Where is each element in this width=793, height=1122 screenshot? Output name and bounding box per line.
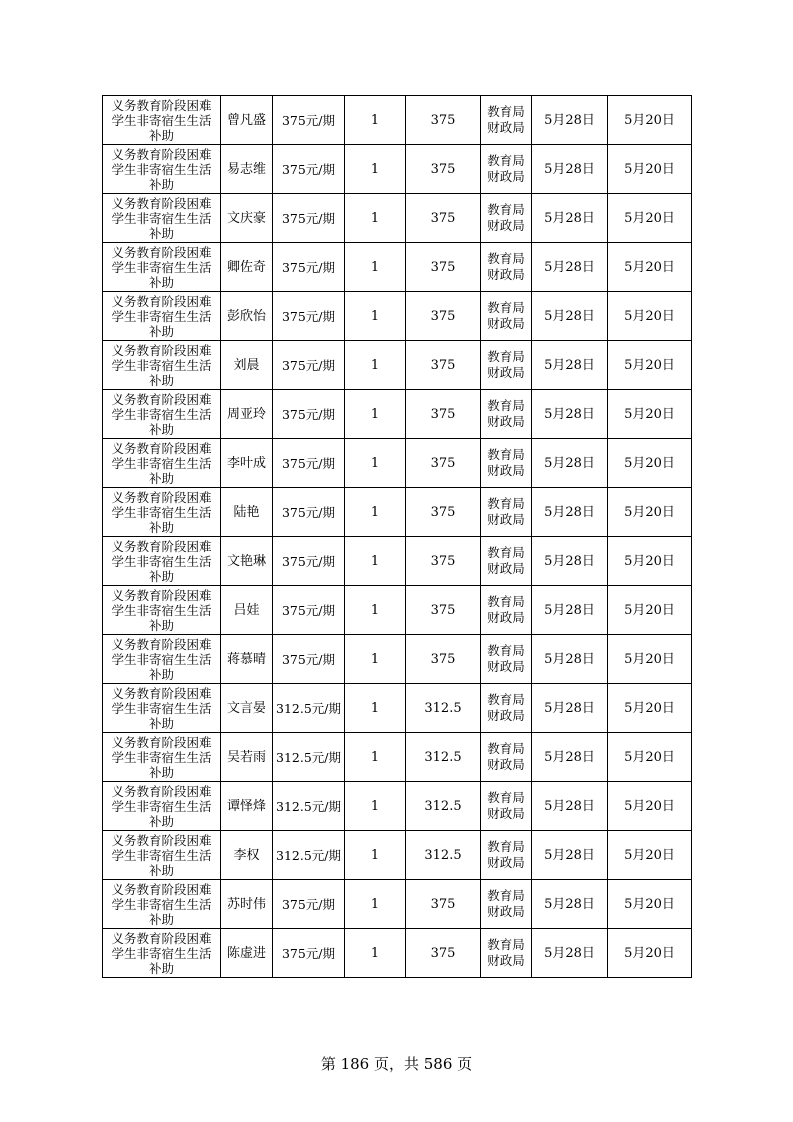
department-line-2: 财政局 bbox=[487, 512, 525, 527]
project-line-2: 学生非寄宿生生活 bbox=[111, 700, 212, 716]
table-row bbox=[103, 586, 692, 635]
project-line-2: 学生非寄宿生生活 bbox=[111, 357, 212, 373]
date-cell-1: 5月28日 bbox=[532, 145, 608, 194]
count-cell: 1 bbox=[345, 635, 406, 684]
project-cell bbox=[103, 194, 221, 243]
department-cell bbox=[481, 96, 532, 145]
date-cell-2: 5月20日 bbox=[608, 880, 692, 929]
department-cell bbox=[481, 880, 532, 929]
project-line-1: 义务教育阶段困难 bbox=[111, 685, 212, 701]
department-cell bbox=[481, 537, 532, 586]
recipient-name-cell: 彭欣怡 bbox=[221, 292, 273, 341]
table-row bbox=[103, 96, 692, 145]
department-line-1: 教育局 bbox=[487, 251, 525, 266]
recipient-name-cell: 谭怿烽 bbox=[221, 782, 273, 831]
department-cell bbox=[481, 341, 532, 390]
project-cell bbox=[103, 782, 221, 831]
standard-rate-cell: 375元/期 bbox=[273, 635, 345, 684]
project-line-3: 补助 bbox=[148, 764, 174, 780]
standard-rate-cell: 375元/期 bbox=[273, 439, 345, 488]
standard-rate-cell: 375元/期 bbox=[273, 488, 345, 537]
page-footer: 第 186 页，共 586 页 bbox=[320, 1055, 473, 1073]
count-cell: 1 bbox=[345, 194, 406, 243]
amount-cell: 375 bbox=[406, 586, 481, 635]
project-line-2: 学生非寄宿生生活 bbox=[111, 406, 212, 422]
amount-cell: 375 bbox=[406, 96, 481, 145]
department-line-1: 教育局 bbox=[487, 594, 525, 609]
project-line-3: 补助 bbox=[148, 323, 174, 339]
project-line-1: 义务教育阶段困难 bbox=[111, 244, 212, 260]
table-row bbox=[103, 292, 692, 341]
project-line-3: 补助 bbox=[148, 176, 174, 192]
table-row bbox=[103, 733, 692, 782]
count-cell: 1 bbox=[345, 537, 406, 586]
recipient-name-cell: 周亚玲 bbox=[221, 390, 273, 439]
department-cell bbox=[481, 145, 532, 194]
date-cell-2: 5月20日 bbox=[608, 145, 692, 194]
table-row bbox=[103, 831, 692, 880]
amount-cell: 312.5 bbox=[406, 684, 481, 733]
date-cell-1: 5月28日 bbox=[532, 96, 608, 145]
project-cell bbox=[103, 145, 221, 194]
standard-rate-cell: 375元/期 bbox=[273, 586, 345, 635]
recipient-name-cell: 吕娃 bbox=[221, 586, 273, 635]
department-line-2: 财政局 bbox=[487, 708, 525, 723]
project-line-1: 义务教育阶段困难 bbox=[111, 440, 212, 456]
department-line-2: 财政局 bbox=[487, 659, 525, 674]
date-cell-1: 5月28日 bbox=[532, 880, 608, 929]
recipient-name-cell: 卿佐奇 bbox=[221, 243, 273, 292]
standard-rate-cell: 375元/期 bbox=[273, 145, 345, 194]
date-cell-1: 5月28日 bbox=[532, 537, 608, 586]
project-cell bbox=[103, 929, 221, 978]
date-cell-2: 5月20日 bbox=[608, 243, 692, 292]
date-cell-2: 5月20日 bbox=[608, 341, 692, 390]
project-line-3: 补助 bbox=[148, 127, 174, 143]
date-cell-2: 5月20日 bbox=[608, 733, 692, 782]
amount-cell: 375 bbox=[406, 537, 481, 586]
table-row bbox=[103, 145, 692, 194]
date-cell-1: 5月28日 bbox=[532, 635, 608, 684]
project-cell bbox=[103, 243, 221, 292]
table-row bbox=[103, 782, 692, 831]
project-line-1: 义务教育阶段困难 bbox=[111, 97, 212, 113]
department-line-2: 财政局 bbox=[487, 218, 525, 233]
department-line-2: 财政局 bbox=[487, 757, 525, 772]
date-cell-2: 5月20日 bbox=[608, 635, 692, 684]
count-cell: 1 bbox=[345, 733, 406, 782]
table-row bbox=[103, 390, 692, 439]
date-cell-1: 5月28日 bbox=[532, 243, 608, 292]
table-row bbox=[103, 439, 692, 488]
date-cell-2: 5月20日 bbox=[608, 684, 692, 733]
project-line-3: 补助 bbox=[148, 617, 174, 633]
table-row bbox=[103, 635, 692, 684]
amount-cell: 375 bbox=[406, 243, 481, 292]
date-cell-1: 5月28日 bbox=[532, 390, 608, 439]
amount-cell: 312.5 bbox=[406, 782, 481, 831]
project-line-2: 学生非寄宿生生活 bbox=[111, 602, 212, 618]
date-cell-2: 5月20日 bbox=[608, 586, 692, 635]
department-line-2: 财政局 bbox=[487, 806, 525, 821]
date-cell-2: 5月20日 bbox=[608, 488, 692, 537]
amount-cell: 375 bbox=[406, 292, 481, 341]
department-cell bbox=[481, 684, 532, 733]
department-line-1: 教育局 bbox=[487, 888, 525, 903]
standard-rate-cell: 375元/期 bbox=[273, 390, 345, 439]
project-line-3: 补助 bbox=[148, 470, 174, 486]
date-cell-1: 5月28日 bbox=[532, 292, 608, 341]
department-cell bbox=[481, 194, 532, 243]
project-line-1: 义务教育阶段困难 bbox=[111, 195, 212, 211]
date-cell-1: 5月28日 bbox=[532, 733, 608, 782]
standard-rate-cell: 375元/期 bbox=[273, 96, 345, 145]
standard-rate-cell: 375元/期 bbox=[273, 537, 345, 586]
project-line-1: 义务教育阶段困难 bbox=[111, 342, 212, 358]
amount-cell: 375 bbox=[406, 439, 481, 488]
department-line-1: 教育局 bbox=[487, 937, 525, 952]
project-line-3: 补助 bbox=[148, 421, 174, 437]
recipient-name-cell: 李权 bbox=[221, 831, 273, 880]
recipient-name-cell: 蒋慕晴 bbox=[221, 635, 273, 684]
amount-cell: 375 bbox=[406, 929, 481, 978]
project-cell bbox=[103, 684, 221, 733]
date-cell-2: 5月20日 bbox=[608, 782, 692, 831]
project-line-2: 学生非寄宿生生活 bbox=[111, 798, 212, 814]
department-line-2: 财政局 bbox=[487, 365, 525, 380]
project-cell bbox=[103, 880, 221, 929]
project-line-3: 补助 bbox=[148, 813, 174, 829]
table-row bbox=[103, 684, 692, 733]
project-line-2: 学生非寄宿生生活 bbox=[111, 259, 212, 275]
standard-rate-cell: 375元/期 bbox=[273, 243, 345, 292]
recipient-name-cell: 易志维 bbox=[221, 145, 273, 194]
date-cell-1: 5月28日 bbox=[532, 929, 608, 978]
project-cell bbox=[103, 635, 221, 684]
recipient-name-cell: 陆艳 bbox=[221, 488, 273, 537]
department-line-1: 教育局 bbox=[487, 741, 525, 756]
count-cell: 1 bbox=[345, 782, 406, 831]
table-body bbox=[103, 96, 692, 978]
department-line-1: 教育局 bbox=[487, 202, 525, 217]
department-line-1: 教育局 bbox=[487, 790, 525, 805]
department-line-1: 教育局 bbox=[487, 153, 525, 168]
project-line-2: 学生非寄宿生生活 bbox=[111, 210, 212, 226]
project-line-3: 补助 bbox=[148, 960, 174, 976]
table-row bbox=[103, 488, 692, 537]
count-cell: 1 bbox=[345, 341, 406, 390]
project-line-1: 义务教育阶段困难 bbox=[111, 930, 212, 946]
recipient-name-cell: 刘晨 bbox=[221, 341, 273, 390]
date-cell-2: 5月20日 bbox=[608, 831, 692, 880]
standard-rate-cell: 375元/期 bbox=[273, 194, 345, 243]
count-cell: 1 bbox=[345, 145, 406, 194]
project-cell bbox=[103, 586, 221, 635]
amount-cell: 312.5 bbox=[406, 733, 481, 782]
project-line-1: 义务教育阶段困难 bbox=[111, 538, 212, 554]
project-line-2: 学生非寄宿生生活 bbox=[111, 945, 212, 961]
department-cell bbox=[481, 782, 532, 831]
project-line-2: 学生非寄宿生生活 bbox=[111, 651, 212, 667]
project-cell bbox=[103, 831, 221, 880]
department-line-2: 财政局 bbox=[487, 169, 525, 184]
project-line-3: 补助 bbox=[148, 274, 174, 290]
department-line-1: 教育局 bbox=[487, 104, 525, 119]
department-line-2: 财政局 bbox=[487, 463, 525, 478]
project-line-3: 补助 bbox=[148, 568, 174, 584]
standard-rate-cell: 375元/期 bbox=[273, 880, 345, 929]
date-cell-1: 5月28日 bbox=[532, 439, 608, 488]
table-row bbox=[103, 243, 692, 292]
date-cell-2: 5月20日 bbox=[608, 390, 692, 439]
project-line-2: 学生非寄宿生生活 bbox=[111, 896, 212, 912]
department-cell bbox=[481, 733, 532, 782]
standard-rate-cell: 312.5元/期 bbox=[273, 684, 345, 733]
count-cell: 1 bbox=[345, 684, 406, 733]
count-cell: 1 bbox=[345, 439, 406, 488]
department-cell bbox=[481, 586, 532, 635]
standard-rate-cell: 375元/期 bbox=[273, 341, 345, 390]
date-cell-1: 5月28日 bbox=[532, 194, 608, 243]
count-cell: 1 bbox=[345, 488, 406, 537]
date-cell-2: 5月20日 bbox=[608, 194, 692, 243]
amount-cell: 312.5 bbox=[406, 831, 481, 880]
date-cell-1: 5月28日 bbox=[532, 831, 608, 880]
department-line-1: 教育局 bbox=[487, 839, 525, 854]
date-cell-2: 5月20日 bbox=[608, 96, 692, 145]
project-line-3: 补助 bbox=[148, 715, 174, 731]
recipient-name-cell: 文言晏 bbox=[221, 684, 273, 733]
standard-rate-cell: 375元/期 bbox=[273, 292, 345, 341]
department-cell bbox=[481, 488, 532, 537]
department-line-2: 财政局 bbox=[487, 953, 525, 968]
recipient-name-cell: 文艳琳 bbox=[221, 537, 273, 586]
table-row bbox=[103, 929, 692, 978]
department-cell bbox=[481, 292, 532, 341]
project-line-1: 义务教育阶段困难 bbox=[111, 146, 212, 162]
date-cell-2: 5月20日 bbox=[608, 292, 692, 341]
standard-rate-cell: 312.5元/期 bbox=[273, 831, 345, 880]
department-cell bbox=[481, 929, 532, 978]
project-line-1: 义务教育阶段困难 bbox=[111, 293, 212, 309]
project-cell bbox=[103, 439, 221, 488]
department-line-1: 教育局 bbox=[487, 300, 525, 315]
date-cell-2: 5月20日 bbox=[608, 537, 692, 586]
project-line-3: 补助 bbox=[148, 862, 174, 878]
project-line-2: 学生非寄宿生生活 bbox=[111, 553, 212, 569]
department-line-1: 教育局 bbox=[487, 643, 525, 658]
amount-cell: 375 bbox=[406, 145, 481, 194]
department-line-1: 教育局 bbox=[487, 349, 525, 364]
project-line-3: 补助 bbox=[148, 911, 174, 927]
amount-cell: 375 bbox=[406, 488, 481, 537]
project-cell bbox=[103, 96, 221, 145]
project-line-1: 义务教育阶段困难 bbox=[111, 489, 212, 505]
standard-rate-cell: 312.5元/期 bbox=[273, 782, 345, 831]
department-line-2: 财政局 bbox=[487, 316, 525, 331]
count-cell: 1 bbox=[345, 390, 406, 439]
project-cell bbox=[103, 292, 221, 341]
project-line-2: 学生非寄宿生生活 bbox=[111, 847, 212, 863]
date-cell-1: 5月28日 bbox=[532, 782, 608, 831]
count-cell: 1 bbox=[345, 929, 406, 978]
project-line-2: 学生非寄宿生生活 bbox=[111, 749, 212, 765]
count-cell: 1 bbox=[345, 292, 406, 341]
project-line-2: 学生非寄宿生生活 bbox=[111, 161, 212, 177]
department-line-1: 教育局 bbox=[487, 692, 525, 707]
project-line-1: 义务教育阶段困难 bbox=[111, 734, 212, 750]
amount-cell: 375 bbox=[406, 390, 481, 439]
date-cell-2: 5月20日 bbox=[608, 439, 692, 488]
amount-cell: 375 bbox=[406, 194, 481, 243]
recipient-name-cell: 吴若雨 bbox=[221, 733, 273, 782]
table-row bbox=[103, 537, 692, 586]
table-row bbox=[103, 194, 692, 243]
department-line-1: 教育局 bbox=[487, 447, 525, 462]
date-cell-1: 5月28日 bbox=[532, 684, 608, 733]
standard-rate-cell: 375元/期 bbox=[273, 929, 345, 978]
count-cell: 1 bbox=[345, 243, 406, 292]
project-cell bbox=[103, 733, 221, 782]
department-line-2: 财政局 bbox=[487, 561, 525, 576]
count-cell: 1 bbox=[345, 831, 406, 880]
department-line-2: 财政局 bbox=[487, 855, 525, 870]
department-line-2: 财政局 bbox=[487, 120, 525, 135]
project-cell bbox=[103, 341, 221, 390]
project-line-1: 义务教育阶段困难 bbox=[111, 832, 212, 848]
project-line-3: 补助 bbox=[148, 225, 174, 241]
project-cell bbox=[103, 488, 221, 537]
department-line-2: 财政局 bbox=[487, 414, 525, 429]
recipient-name-cell: 李叶成 bbox=[221, 439, 273, 488]
department-cell bbox=[481, 831, 532, 880]
department-cell bbox=[481, 243, 532, 292]
recipient-name-cell: 苏时伟 bbox=[221, 880, 273, 929]
department-cell bbox=[481, 439, 532, 488]
recipient-name-cell: 文庆豪 bbox=[221, 194, 273, 243]
date-cell-1: 5月28日 bbox=[532, 488, 608, 537]
table-row bbox=[103, 880, 692, 929]
project-line-1: 义务教育阶段困难 bbox=[111, 881, 212, 897]
date-cell-2: 5月20日 bbox=[608, 929, 692, 978]
department-line-1: 教育局 bbox=[487, 398, 525, 413]
department-cell bbox=[481, 635, 532, 684]
date-cell-1: 5月28日 bbox=[532, 586, 608, 635]
project-line-1: 义务教育阶段困难 bbox=[111, 783, 212, 799]
department-line-2: 财政局 bbox=[487, 267, 525, 282]
department-line-1: 教育局 bbox=[487, 496, 525, 511]
amount-cell: 375 bbox=[406, 880, 481, 929]
count-cell: 1 bbox=[345, 96, 406, 145]
project-line-1: 义务教育阶段困难 bbox=[111, 587, 212, 603]
subsidy-table bbox=[102, 95, 692, 978]
department-line-2: 财政局 bbox=[487, 904, 525, 919]
project-line-2: 学生非寄宿生生活 bbox=[111, 455, 212, 471]
amount-cell: 375 bbox=[406, 341, 481, 390]
date-cell-1: 5月28日 bbox=[532, 341, 608, 390]
project-line-3: 补助 bbox=[148, 519, 174, 535]
project-cell bbox=[103, 390, 221, 439]
project-line-1: 义务教育阶段困难 bbox=[111, 391, 212, 407]
project-line-1: 义务教育阶段困难 bbox=[111, 636, 212, 652]
recipient-name-cell: 陈虚进 bbox=[221, 929, 273, 978]
count-cell: 1 bbox=[345, 586, 406, 635]
amount-cell: 375 bbox=[406, 635, 481, 684]
project-line-3: 补助 bbox=[148, 372, 174, 388]
project-line-3: 补助 bbox=[148, 666, 174, 682]
department-line-1: 教育局 bbox=[487, 545, 525, 560]
table-row bbox=[103, 341, 692, 390]
recipient-name-cell: 曾凡盛 bbox=[221, 96, 273, 145]
project-line-2: 学生非寄宿生生活 bbox=[111, 504, 212, 520]
standard-rate-cell: 312.5元/期 bbox=[273, 733, 345, 782]
project-cell bbox=[103, 537, 221, 586]
project-line-2: 学生非寄宿生生活 bbox=[111, 112, 212, 128]
count-cell: 1 bbox=[345, 880, 406, 929]
department-cell bbox=[481, 390, 532, 439]
project-line-2: 学生非寄宿生生活 bbox=[111, 308, 212, 324]
department-line-2: 财政局 bbox=[487, 610, 525, 625]
